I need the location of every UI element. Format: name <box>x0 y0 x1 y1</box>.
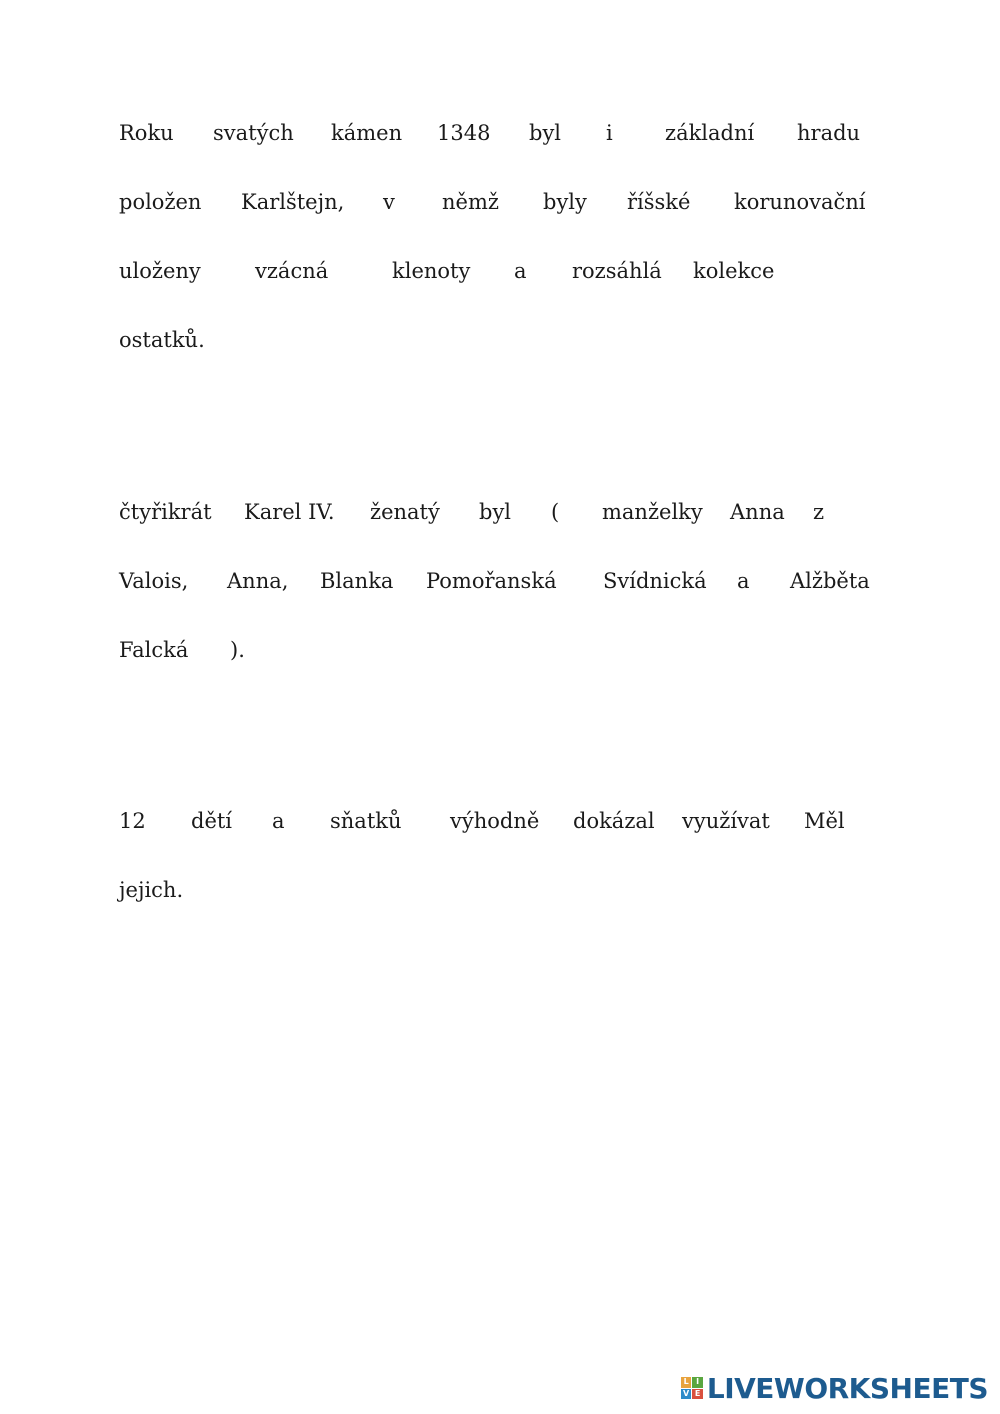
draggable-word[interactable]: Měl <box>804 809 845 833</box>
logo-mark-cell: E <box>692 1389 703 1400</box>
draggable-word[interactable]: dětí <box>191 809 233 833</box>
logo-mark-cell: I <box>692 1377 703 1388</box>
draggable-word[interactable]: hradu <box>797 121 861 145</box>
draggable-word[interactable]: byl <box>479 500 512 524</box>
draggable-word[interactable]: Karel IV. <box>244 500 335 524</box>
logo-text: LIVEWORKSHEETS <box>706 1371 988 1405</box>
draggable-word[interactable]: vzácná <box>255 259 329 283</box>
draggable-word[interactable]: svatých <box>213 121 294 145</box>
liveworksheets-logo[interactable] <box>681 1370 988 1406</box>
draggable-word[interactable]: byly <box>543 190 587 214</box>
draggable-word[interactable]: jejich. <box>119 878 184 902</box>
draggable-word[interactable]: manželky <box>602 500 703 524</box>
draggable-word[interactable]: ženatý <box>370 500 440 524</box>
draggable-word[interactable]: byl <box>529 121 562 145</box>
draggable-word[interactable]: a <box>514 259 527 283</box>
draggable-word[interactable]: kámen <box>331 121 403 145</box>
liveworksheets-logo-icon <box>681 1377 703 1399</box>
draggable-word[interactable]: ). <box>230 638 245 662</box>
draggable-word[interactable]: ( <box>551 500 560 524</box>
draggable-word[interactable]: Karlštejn, <box>241 190 345 214</box>
draggable-word[interactable]: Alžběta <box>790 569 870 593</box>
draggable-word[interactable]: Blanka <box>320 569 394 593</box>
draggable-word[interactable]: a <box>737 569 750 593</box>
draggable-word[interactable]: čtyřikrát <box>119 500 212 524</box>
draggable-word[interactable]: sňatků <box>330 809 402 833</box>
logo-mark-cell: V <box>681 1389 692 1400</box>
draggable-word[interactable]: Roku <box>119 121 174 145</box>
draggable-word[interactable]: kolekce <box>693 259 775 283</box>
draggable-word[interactable]: Svídnická <box>603 569 707 593</box>
draggable-word[interactable]: korunovační <box>734 190 866 214</box>
draggable-word[interactable]: Pomořanská <box>426 569 557 593</box>
draggable-word[interactable]: ostatků. <box>119 328 205 352</box>
draggable-word[interactable]: Falcká <box>119 638 189 662</box>
draggable-word[interactable]: Anna <box>730 500 785 524</box>
draggable-word[interactable]: dokázal <box>573 809 655 833</box>
draggable-word[interactable]: Valois, <box>119 569 189 593</box>
draggable-word[interactable]: rozsáhlá <box>572 259 662 283</box>
draggable-word[interactable]: položen <box>119 190 202 214</box>
draggable-word[interactable]: 12 <box>119 809 146 833</box>
draggable-word[interactable]: a <box>272 809 285 833</box>
draggable-word[interactable]: 1348 <box>437 121 491 145</box>
draggable-word[interactable]: i <box>606 121 613 145</box>
draggable-word[interactable]: základní <box>665 121 755 145</box>
draggable-word[interactable]: využívat <box>682 809 770 833</box>
draggable-word[interactable]: říšské <box>627 190 691 214</box>
draggable-word[interactable]: z <box>813 500 825 524</box>
draggable-word[interactable]: klenoty <box>392 259 471 283</box>
draggable-word[interactable]: němž <box>442 190 499 214</box>
logo-mark-cell: L <box>681 1377 692 1388</box>
draggable-word[interactable]: výhodně <box>450 809 540 833</box>
draggable-word[interactable]: Anna, <box>227 569 289 593</box>
draggable-word[interactable]: v <box>383 190 395 214</box>
draggable-word[interactable]: uloženy <box>119 259 201 283</box>
